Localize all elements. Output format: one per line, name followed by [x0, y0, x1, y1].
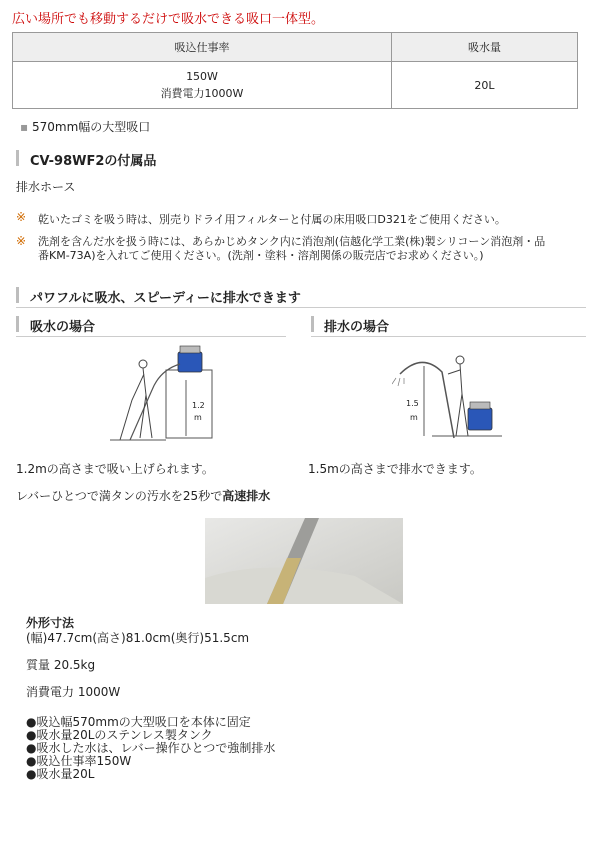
dimensions-block: [26, 616, 249, 700]
drain-note-emphasis: 高速排水: [222, 489, 271, 503]
power-value: 消費電力 1000W: [26, 685, 121, 699]
spec-header-capacity: 吸水量: [392, 33, 578, 62]
water-spray-icon: [392, 378, 404, 386]
spec-table: [12, 32, 578, 109]
vacuum-tank: [468, 408, 492, 430]
note-text-2: [38, 235, 598, 263]
section-divider: [16, 336, 286, 337]
suction-illustration: [100, 340, 220, 445]
suction-caption: 1.2mの高さまで吸い上げられます。: [16, 462, 214, 476]
person-figure: [120, 368, 152, 440]
height-label: 1.2: [192, 401, 205, 410]
list-item: ●吸込幅570mmの大型吸口を本体に固定: [26, 715, 251, 729]
height-unit: m: [194, 413, 202, 422]
person-head: [456, 356, 464, 364]
vacuum-head: [470, 402, 490, 409]
note-text-2-line1: 洗剤を含んだ水を扱う時には、あらかじめタンク内に消泡剤(信越化学工業(株)製シリコーン消泡剤・品: [38, 235, 546, 248]
feature-list: [26, 716, 275, 781]
platform-block: [166, 370, 212, 438]
list-item: ●吸水した水は、レバー操作ひとつで強制排水: [26, 741, 276, 755]
section-bar: [311, 316, 314, 332]
drain-note-text: レバーひとつで満タンの汚水を25秒で: [16, 489, 223, 503]
vacuum-head: [180, 346, 200, 353]
bullet-icon: ▪: [20, 120, 29, 134]
dimensions-value: (幅)47.7cm(高さ)81.0cm(奥行)51.5cm: [26, 631, 250, 645]
vacuum-tank: [178, 352, 202, 372]
drain-photo: [205, 518, 403, 604]
person-head: [139, 360, 147, 368]
section-bar: [16, 150, 19, 166]
drain-caption: 1.5mの高さまで排水できます。: [308, 462, 482, 476]
drain-note: [16, 487, 270, 504]
list-item: ●吸水量20L: [26, 767, 95, 781]
note-mark-1: ※: [16, 210, 27, 224]
note-text-2-line2: 番KM-73A)を入れてご使用ください。(洗剤・塗料・溶剤関係の販売店でお求めください。): [38, 249, 484, 262]
section-divider: [311, 336, 586, 337]
spec-cell-power: [13, 62, 392, 109]
powerful-title: パワフルに吸水、スピーディーに排水できます: [30, 291, 301, 306]
section-bar: [16, 316, 19, 332]
drain-illustration: [392, 344, 504, 444]
section-divider: [16, 307, 586, 308]
suction-power-value: 150W: [186, 70, 218, 83]
power-consumption-value: 消費電力1000W: [160, 87, 244, 100]
accessories-item: 排水ホース: [16, 180, 76, 194]
spec-header-suction: 吸込仕事率: [13, 33, 392, 62]
list-item: ●吸込仕事率150W: [26, 754, 132, 768]
section-bar: [16, 287, 19, 303]
list-item: ●吸水量20Lのステンレス製タンク: [26, 728, 213, 742]
nozzle-note-text: 570mm幅の大型吸口: [31, 120, 151, 134]
suction-case-title: 吸水の場合: [30, 320, 96, 335]
height-unit: m: [410, 413, 418, 422]
height-label: 1.5: [406, 399, 419, 408]
note-text-1: 乾いたゴミを吸う時は、別売りドライ用フィルターと付属の床用吸口D321をご使用ください。: [38, 213, 506, 226]
accessories-title: CV-98WF2の付属品: [30, 154, 157, 169]
weight-value: 質量 20.5kg: [26, 658, 96, 672]
water-capacity-value: 20L: [392, 62, 578, 109]
headline: 広い場所でも移動するだけで吸水できる吸口一体型。: [12, 12, 325, 27]
nozzle-note: [20, 118, 150, 135]
drain-case-title: 排水の場合: [324, 320, 390, 335]
dimensions-title: 外形寸法: [26, 616, 75, 630]
note-mark-2: ※: [16, 234, 27, 248]
